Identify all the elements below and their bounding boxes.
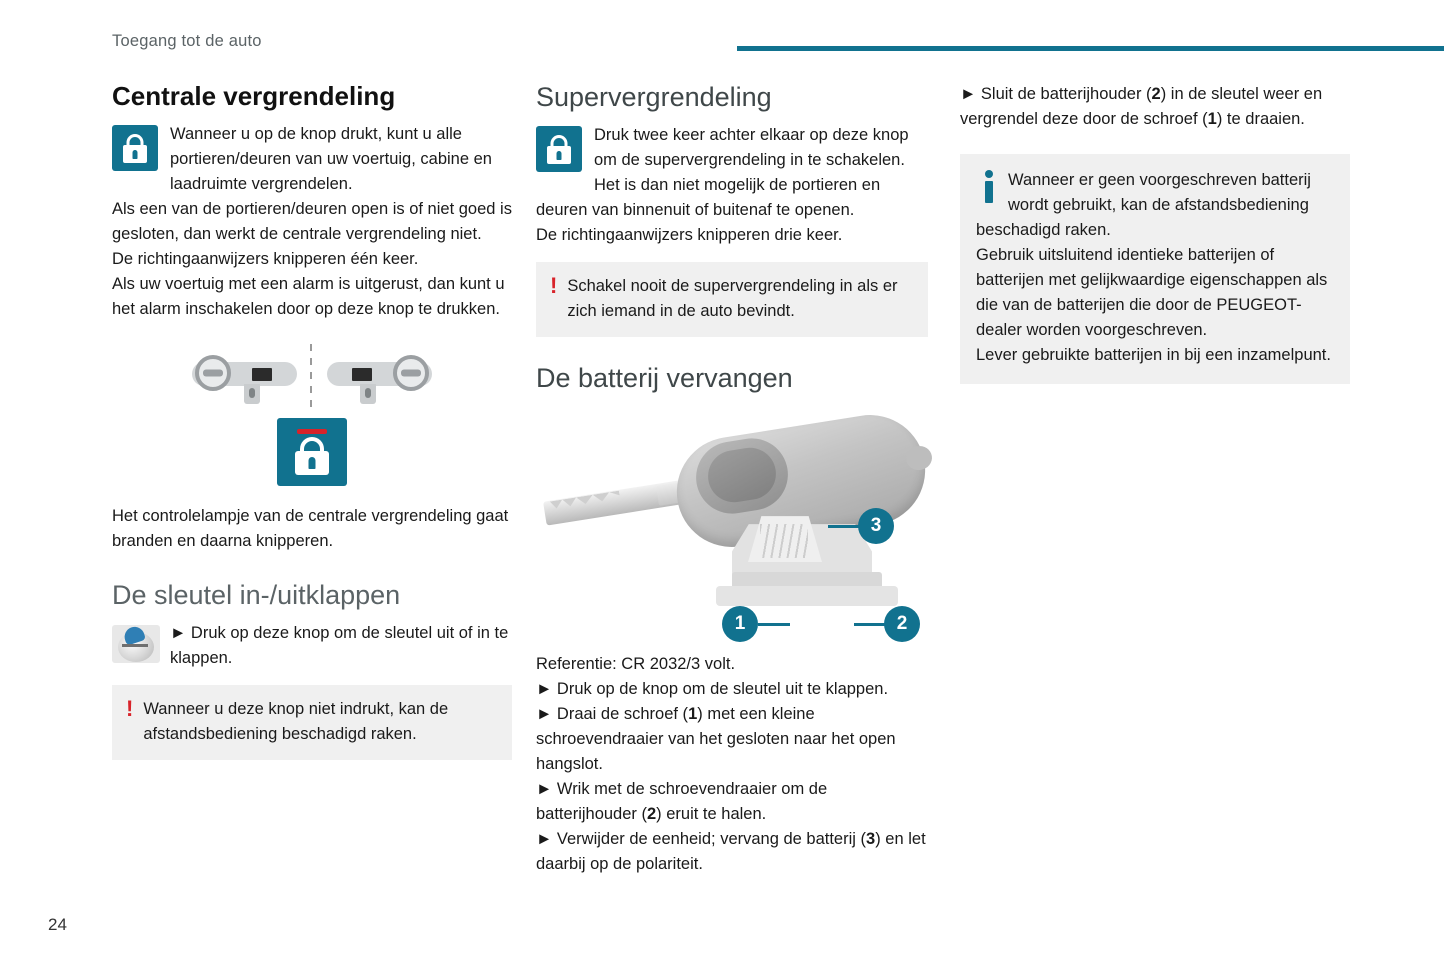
warning-box-key-fold (112, 685, 512, 760)
key-fold-heading: De sleutel in-/uitklappen (112, 579, 401, 610)
key-fold-button-icon (112, 625, 160, 663)
battery-replace-heading: De batterij vervangen (536, 363, 793, 394)
column-two (536, 82, 928, 877)
paragraph-2: Het is dan niet mogelijk de portieren en deuren van binnenuit of buitenaf te openen. (536, 176, 881, 220)
door-handle-left-icon (244, 384, 260, 404)
paragraph-6: ► Druk op deze knop om de sleutel uit of in te klappen. (170, 623, 509, 667)
step-5-ref-1: 2 (1151, 85, 1161, 103)
info-box-battery (960, 154, 1350, 384)
lock-icon (112, 125, 158, 171)
step-3 (536, 777, 928, 827)
step-4-part-a: ► Verwijder de eenheid; vervang de batterij ( (536, 830, 867, 849)
paragraph-1: Druk twee keer achter elkaar op deze knop om de supervergrendeling in te schakelen. (594, 126, 909, 170)
callout-leader-2 (854, 623, 886, 626)
column-one (112, 82, 512, 766)
callout-2: 2 (884, 606, 920, 642)
header-rule (737, 46, 1444, 51)
warning-icon: ! (550, 273, 558, 299)
superlocking-heading: Supervergrendeling (536, 82, 772, 112)
paragraph-3: De richtingaanwijzers knipperen één keer. (112, 249, 419, 268)
paragraph-3: De richtingaanwijzers knipperen drie keer. (536, 226, 843, 245)
steering-wheel-left-icon (195, 355, 231, 391)
door-button-right-icon (352, 368, 372, 381)
step-1: ► Druk op de knop om de sleutel uit te klappen. (536, 680, 889, 699)
step-5-ref-2: 1 (1207, 110, 1217, 128)
step-5-part-b: ) in de sleutel weer en vergrendel deze door de schroef ( (960, 85, 1323, 128)
warning-text: Wanneer u deze knop niet indrukt, kan de afstandsbediening beschadigd raken. (143, 699, 449, 743)
steering-wheel-figure (112, 348, 512, 408)
warning-box-superlocking (536, 262, 928, 337)
info-paragraph-3: Lever gebruikte batterijen in bij een inzamelpunt. (976, 346, 1331, 364)
paragraph-1: Wanneer u op de knop drukt, kunt u alle portieren/deuren van uw voertuig, cabine en laadruimte vergrendelen. (170, 124, 492, 193)
callout-leader-3 (828, 525, 860, 528)
step-4 (536, 827, 928, 877)
paragraph-2: Als een van de portieren/deuren open is of niet goed is gesloten, dan werkt de centrale vergrendeling niet. (112, 199, 512, 243)
superlocking-intro (536, 123, 928, 173)
central-locking-intro (112, 122, 512, 197)
callout-3: 3 (858, 508, 894, 544)
step-2-part-b: ) met een kleine schroevendraaier van het gesloten naar het open hangslot. (536, 705, 896, 774)
warning-icon: ! (126, 695, 134, 721)
step-4-ref: 3 (866, 830, 876, 849)
lock-icon (536, 126, 582, 172)
step-3-ref: 2 (646, 805, 657, 824)
door-button-left-icon (252, 368, 272, 381)
key-base-lower (716, 586, 898, 606)
key-battery-figure (536, 404, 928, 644)
steering-wheel-right-icon (393, 355, 429, 391)
callout-1: 1 (722, 606, 758, 642)
page-number: 24 (48, 915, 67, 934)
key-fold-step (112, 621, 512, 671)
info-paragraph-1: Wanneer er geen voorgeschreven batterij wordt gebruikt, kan de afstandsbediening beschadigd raken. (976, 171, 1311, 239)
step-5-part-c: ) te draaien. (1216, 110, 1305, 128)
step-5-part-a: ► Sluit de batterijhouder ( (960, 85, 1152, 103)
step-3-part-a: ► Wrik met de schroevendraaier om de batterijhouder ( (536, 780, 828, 824)
info-paragraph-2: Gebruik uitsluitend identieke batterijen of batterijen met gelijkwaardige eigenschappen als die van de batterijen die door de PEUGEOT-dealer worden voorgeschreven. (976, 246, 1328, 339)
step-2-part-a: ► Draai de schroef ( (536, 705, 689, 724)
page-title: Centrale vergrendeling (112, 81, 396, 111)
column-three (960, 82, 1350, 384)
battery-reference: Referentie: CR 2032/3 volt. (536, 655, 736, 674)
step-3-part-b: ) eruit te halen. (656, 805, 767, 824)
step-4-part-b: ) en let daarbij op de polariteit. (536, 830, 926, 874)
paragraph-4: Als uw voertuig met een alarm is uitgerust, dan kunt u het alarm inschakelen door op deze knop te drukken. (112, 274, 505, 318)
information-icon (982, 170, 996, 204)
door-handle-right-icon (360, 384, 376, 404)
paragraph-5: Het controlelampje van de centrale vergrendeling gaat branden en daarna knipperen. (112, 506, 509, 550)
step-5 (960, 82, 1350, 132)
warning-text: Schakel nooit de supervergrendeling in als er zich iemand in de auto bevindt. (567, 277, 898, 321)
step-2 (536, 702, 928, 777)
callout-leader-1 (758, 623, 790, 626)
key-battery-texture (760, 524, 808, 558)
figure-divider (310, 344, 312, 408)
central-locking-indicator-icon (277, 418, 347, 486)
step-2-ref: 1 (688, 705, 698, 724)
page-header (112, 32, 1392, 62)
header-title: Toegang tot de auto (112, 32, 262, 50)
